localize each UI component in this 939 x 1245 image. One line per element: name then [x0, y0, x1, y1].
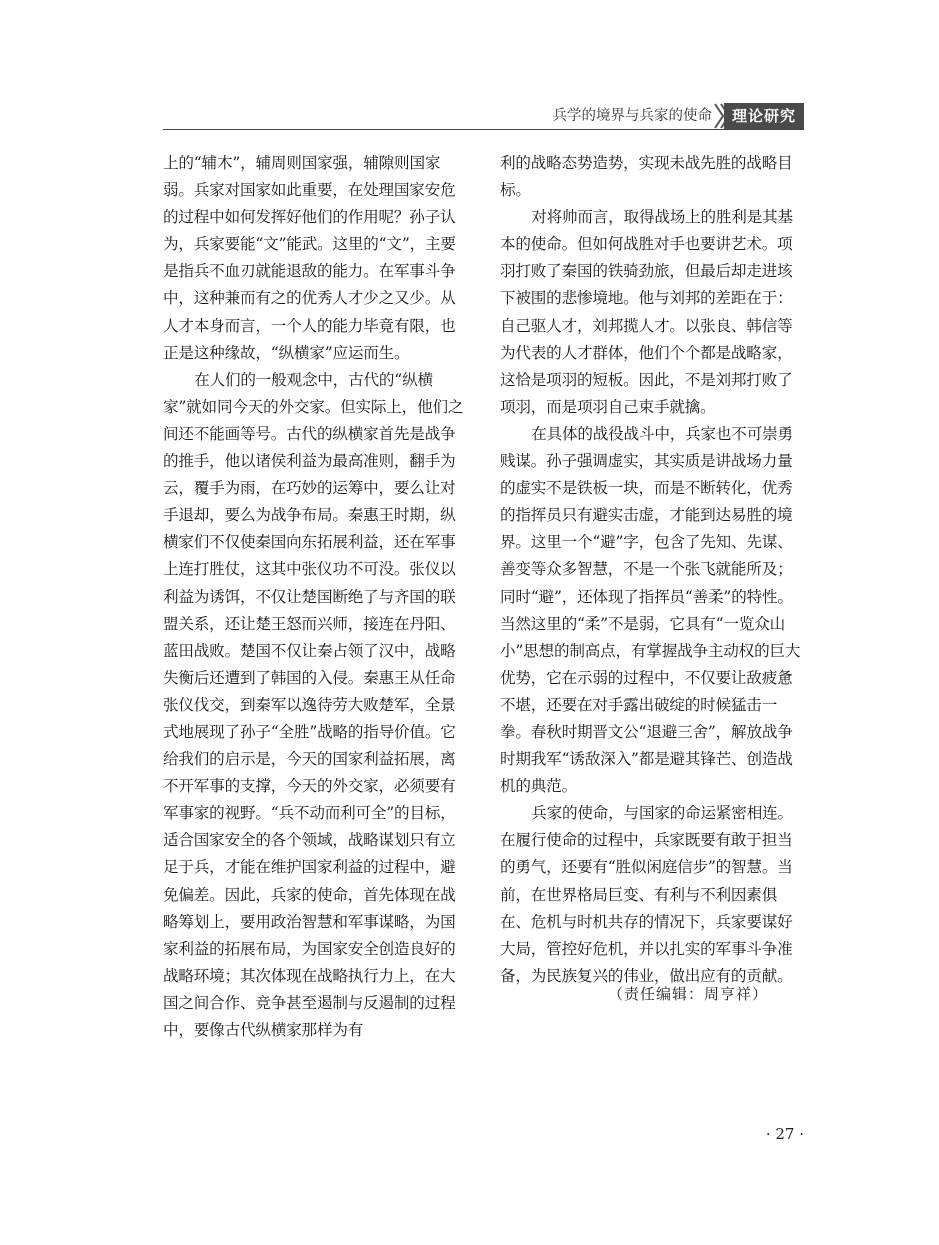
section-badge: 理论研究: [724, 103, 804, 129]
paragraph: 利的战略态势造势，实现未战先胜的战略目标。: [500, 154, 793, 200]
paragraph: 兵家的使命，与国家的命运紧密相连。在履行使命的过程中，兵家既要有敢于担当的勇气，还要有“胜似闲庭信步”的智慧。当前，在世界格局巨变、有利与不利因素俱在、危机与时机共存的情况下，兵家要谋好大局，管控好危机，并以扎实的军事斗争准备，为民族复兴的伟业，做出应有的贡献。: [500, 804, 793, 985]
paragraph: 对将帅而言，取得战场上的胜利是其基本的使命。但如何战胜对手也要讲艺术。项羽打败了秦国的铁骑劲旅，但最后却走进垓下被围的悲惨境地。他与刘邦的差距在于：自己驱人才，刘邦揽人才。以张良、韩信等为代表的人才群体，他们个个都是战略家，这恰是项羽的短板。因此，不是刘邦打败了项羽，而是项羽自己束手就擒。: [500, 208, 793, 416]
header-divider: [163, 129, 804, 130]
page-number: · 27 ·: [765, 1125, 804, 1143]
editor-credit: （责任编辑：周亨祥）: [608, 985, 769, 1003]
paragraph: 上的“辅木”，辅周则国家强，辅隙则国家弱。兵家对国家如此重要，在处理国家安危的过程中如何发挥好他们的作用呢？孙子认为，兵家要能“文”能武。这里的“文”，主要是指兵不血刃就能退敌的能力。在军事斗争中，这种兼而有之的优秀人才少之又少。从人才本身而言，一个人的能力毕竟有限，也正是这种缘故，“纵横家”应运而生。: [163, 154, 456, 362]
left-column: [163, 150, 467, 1044]
paragraph: 在人们的一般观念中，古代的“纵横家”就如同今天的外交家。但实际上，他们之间还不能画等号。古代的纵横家首先是战争的推手，他以诸侯利益为最高准则，翻手为云，覆手为雨，在巧妙的运筹中，要么让对手退却，要么为战争布局。秦惠王时期，纵横家们不仅使秦国向东拓展利益，还在军事上连打胜仗，这其中张仪功不可没。张仪以利益为诱饵，不仅让楚国断绝了与齐国的联盟关系，还让楚王怒而兴师，接连在丹阳、蓝田战败。楚国不仅让秦占领了汉中，战略失衡后还遭到了韩国的入侵。秦惠王从任命张仪伐交，到秦军以逸待劳大败楚军，全景式地展现了孙子“全胜”战略的指导价值。它给我们的启示是，今天的国家利益拓展，离不开军事的支撑，今天的外交家，必须要有军事家的视野。“兵不动而利可全”的目标，适合国家安全的各个领域，战略谋划只有立足于兵，才能在维护国家利益的过程中，避免偏差。因此，兵家的使命，首先体现在战略筹划上，要用政治智慧和军事谋略，为国家利益的拓展布局，为国家安全创造良好的战略环境；其次体现在战略执行力上，在大国之间合作、竞争甚至遏制与反遏制的过程中，要像古代纵横家那样为有: [163, 370, 464, 1039]
paragraph: 在具体的战役战斗中，兵家也不可崇勇贱谋。孙子强调虚实，其实质是讲战场力量的虚实不是铁板一块，而是不断转化，优秀的指挥员只有避实击虚，才能到达易胜的境界。这里一个“避”字，包含了先知、先谋、善变等众多智慧，不是一个张飞就能所及；同时“避”，还体现了指挥员“善柔”的特性。当然这里的“柔”不是弱，它具有“一览众山小”思想的制高点，有掌握战争主动权的巨大优势，它在示弱的过程中，不仅要让敌疲惫不堪，还要在对手露出破绽的时候猛击一拳。春秋时期晋文公“退避三舍”，解放战争时期我军“诱敌深入”都是避其锋芒、创造战机的典范。: [500, 424, 801, 796]
section-title: 兵学的境界与兵家的使命: [552, 108, 712, 124]
right-column: [500, 150, 804, 990]
